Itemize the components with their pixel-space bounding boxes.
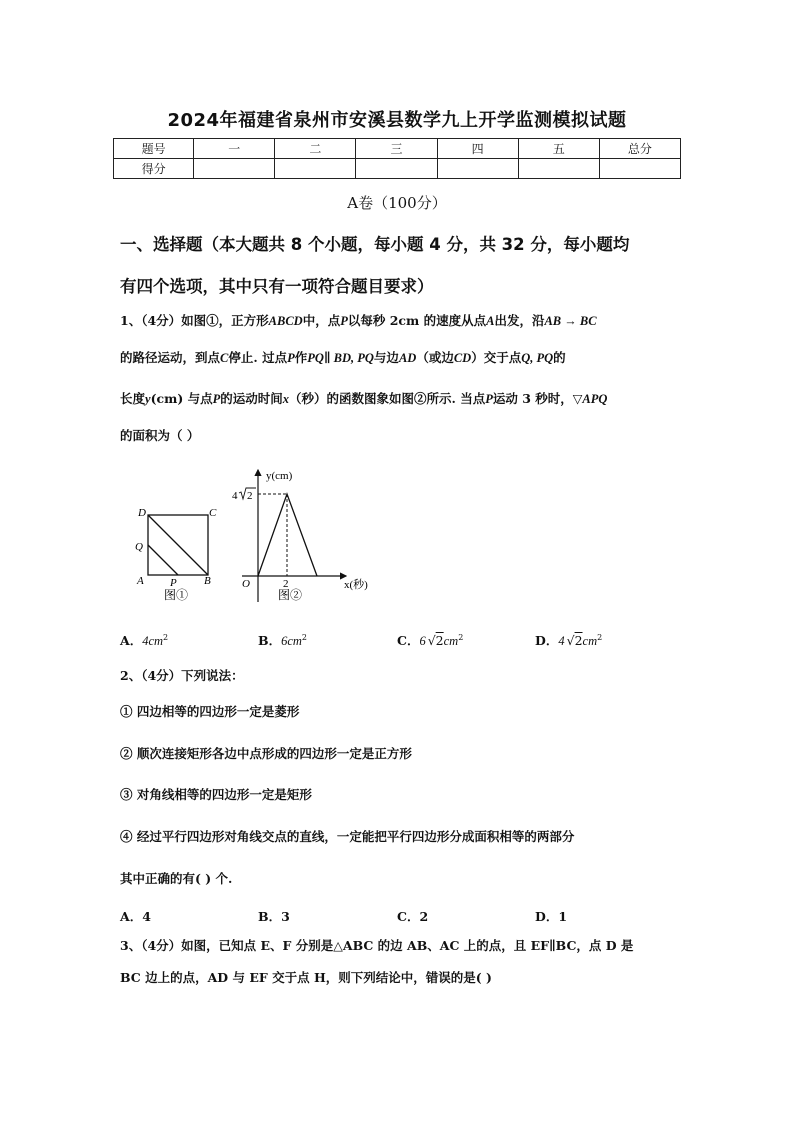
q1-option-d[interactable]: D．4 $√2cm^2$ bbox=[535, 632, 603, 648]
q2-item-1: ① 四边相等的四边形一定是菱形 bbox=[120, 704, 300, 719]
page-title: 2024年福建省泉州市安溪县数学九上开学监测模拟试题 bbox=[167, 110, 627, 131]
q1-line1: 1、（4分）如图①，正方形ABCD中，点P以每秒 2cm 的速度从点A出发，沿AB → BC bbox=[120, 313, 597, 328]
y-tick-coefficient: 4 bbox=[232, 490, 238, 502]
score-cell[interactable] bbox=[518, 159, 599, 179]
figure1-caption: 图① bbox=[164, 588, 189, 602]
label-p: P bbox=[170, 577, 177, 589]
q3-line1: 3、（4分）如图，已知点 E、F 分别是△ABC 的边 AB、AC 上的点，且 EF∥BC，点 D 是 bbox=[120, 938, 634, 953]
label-b: B bbox=[204, 575, 211, 587]
score-cell[interactable] bbox=[194, 159, 275, 179]
segment-pq bbox=[148, 545, 178, 575]
score-table-cell: 题号 bbox=[114, 139, 194, 159]
q2-tail: 其中正确的有( ) 个. bbox=[120, 871, 233, 886]
section-heading-line2: 有四个选项，其中只有一项符合题目要求） bbox=[120, 277, 434, 296]
score-table-cell: 四 bbox=[437, 139, 518, 159]
label-c: C bbox=[209, 507, 217, 519]
section-heading-line1: 一、选择题（本大题共 8 个小题，每小题 4 分，共 32 分，每小题均 bbox=[120, 235, 630, 254]
score-cell[interactable] bbox=[599, 159, 680, 179]
radical-sign: √ bbox=[566, 633, 575, 648]
x-axis-label: x(秒) bbox=[344, 579, 368, 591]
q1-line2: 的路径运动，到点C停止. 过点P作PQ∥ BD, PQ与边AD（或边CD）交于点Q, PQ的 bbox=[120, 350, 566, 365]
y-tick-radicand: 2 bbox=[247, 490, 253, 502]
score-table-score-row bbox=[114, 159, 681, 179]
figure2-caption: 图② bbox=[278, 588, 303, 602]
q2-option-d[interactable]: D．1 bbox=[535, 909, 568, 924]
score-table-row-label: 得分 bbox=[114, 159, 194, 179]
figure-function-graph bbox=[228, 462, 384, 608]
score-table-cell: 五 bbox=[518, 139, 599, 159]
score-cell[interactable] bbox=[275, 159, 356, 179]
score-table-cell: 三 bbox=[356, 139, 437, 159]
score-cell[interactable] bbox=[437, 159, 518, 179]
radical-sign: √ bbox=[427, 633, 436, 648]
q1-option-c[interactable]: C．6 $√2cm^2$ bbox=[397, 632, 464, 648]
score-table-cell: 总分 bbox=[599, 139, 680, 159]
q1-option-b[interactable]: B．$6cm^2$ bbox=[258, 632, 307, 648]
score-table-header-row bbox=[114, 139, 681, 159]
x-tick-label: 2 bbox=[283, 578, 289, 590]
score-table-cell: 二 bbox=[275, 139, 356, 159]
diagonal-bd bbox=[148, 515, 208, 575]
figure-square-abcd bbox=[128, 500, 228, 608]
score-cell[interactable] bbox=[356, 159, 437, 179]
label-a: A bbox=[137, 575, 144, 587]
score-table-cell: 一 bbox=[194, 139, 275, 159]
q3-line2: BC 边上的点，AD 与 EF 交于点 H，则下列结论中，错误的是( ) bbox=[120, 970, 492, 985]
q2-option-c[interactable]: C．2 bbox=[397, 909, 429, 924]
paper-part-label: A卷（100分） bbox=[347, 194, 447, 212]
q1-line4: 的面积为（ ） bbox=[120, 428, 200, 443]
q2-item-4: ④ 经过平行四边形对角线交点的直线，一定能把平行四边形分成面积相等的两部分 bbox=[120, 829, 575, 844]
q2-option-b[interactable]: B．3 bbox=[258, 909, 290, 924]
origin-label: O bbox=[242, 578, 250, 590]
q2-item-2: ② 顺次连接矩形各边中点形成的四边形一定是正方形 bbox=[120, 746, 412, 761]
score-table bbox=[113, 138, 681, 179]
q1-line3: 长度y(cm) 与点P的运动时间x（秒）的函数图象如图②所示. 当点P运动 3 秒时，▽APQ bbox=[120, 391, 608, 406]
q2-stem: 2、（4分）下列说法： bbox=[120, 668, 244, 683]
label-d: D bbox=[138, 507, 146, 519]
q2-item-3: ③ 对角线相等的四边形一定是矩形 bbox=[120, 787, 312, 802]
y-axis-label: y(cm) bbox=[266, 470, 293, 482]
q1-option-a[interactable]: A．$4cm^2$ bbox=[120, 632, 169, 648]
label-q: Q bbox=[135, 541, 143, 553]
q2-option-a[interactable]: A．4 bbox=[120, 909, 151, 924]
